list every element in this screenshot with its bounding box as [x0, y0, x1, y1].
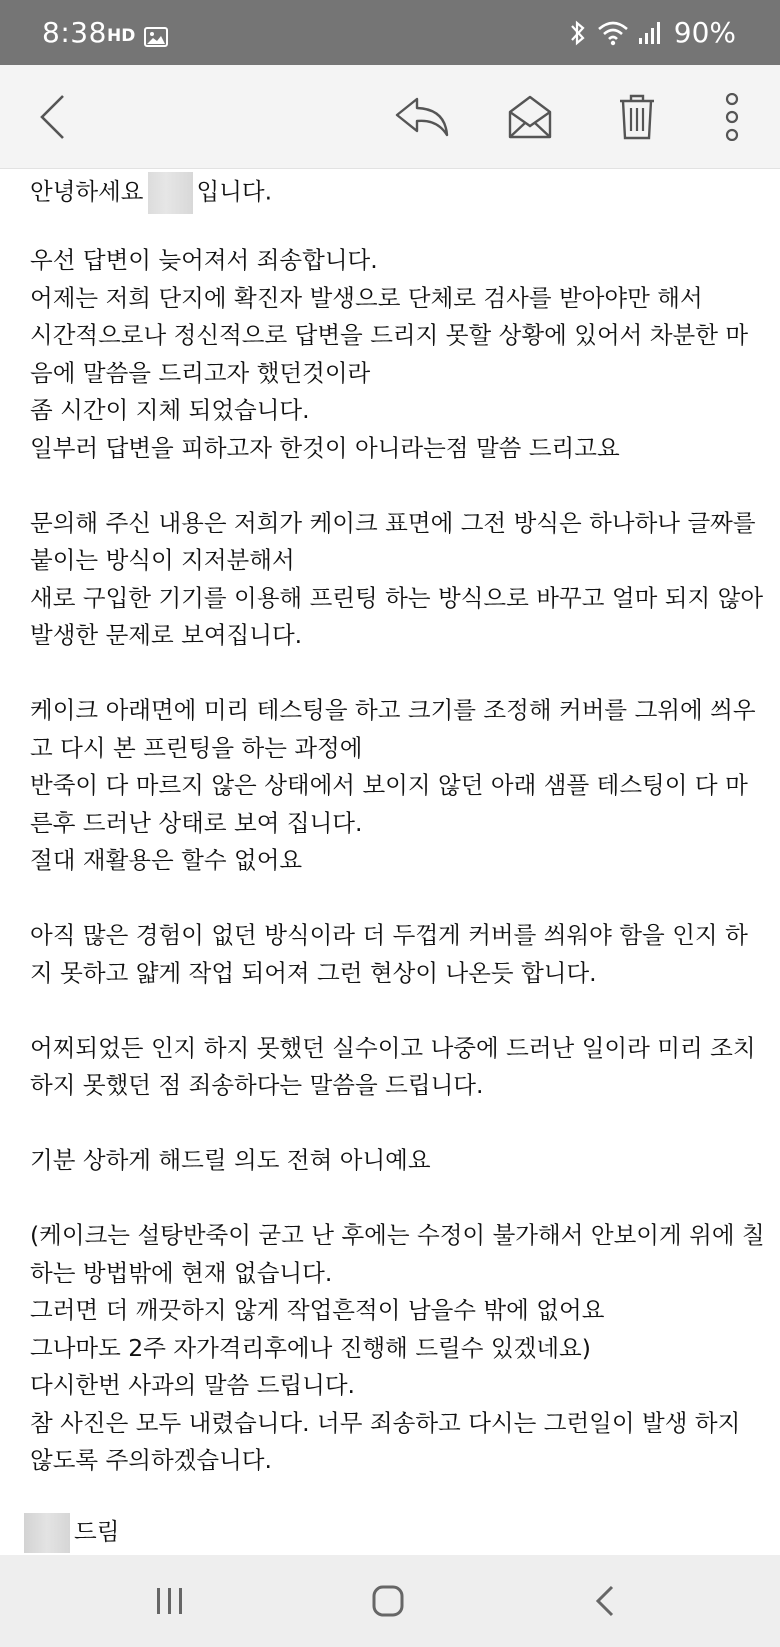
more-vertical-icon: [724, 93, 740, 141]
wifi-icon: [596, 19, 630, 47]
body-line: 어제는 저희 단지에 확진자 발생으로 단체로 검사를 받아야만 해서: [30, 283, 703, 312]
body-line: 아직 많은 경험이 없던 방식이라 더 두껍게 커버를 씌워야 함을 인지 하: [30, 921, 748, 949]
body-line: 않도록 주의하겠습니다.: [30, 1446, 272, 1474]
status-time: 8:38: [42, 16, 107, 49]
home-button[interactable]: [358, 1555, 418, 1647]
home-icon: [371, 1584, 405, 1618]
reply-button[interactable]: [390, 65, 456, 168]
body-line: 시간적으로나 정신적으로 답변을 드리지 못할 상황에 있어서 차분한 마: [30, 321, 749, 349]
body-line: 하는 방법밖에 현재 없습니다.: [30, 1258, 333, 1287]
mark-unread-button[interactable]: [500, 65, 560, 168]
body-line: 일부러 답변을 피하고자 한것이 아니라는점 말씀 드리고요: [30, 433, 620, 462]
image-icon: [144, 27, 168, 51]
body-line: 기분 상하게 해드릴 의도 전혀 아니예요: [30, 1146, 431, 1174]
greeting-suffix: 입니다.: [196, 177, 273, 206]
email-body: [0, 169, 780, 1555]
trash-icon: [618, 93, 656, 141]
body-line: 음에 말씀을 드리고자 했던것이라: [30, 358, 371, 387]
body-line: 새로 구입한 기기를 이용해 프린팅 하는 방식으로 바꾸고 얼마 되지 않아: [30, 583, 764, 612]
body-line: 지 못하고 얇게 작업 되어져 그런 현상이 나온듯 합니다.: [30, 958, 597, 987]
body-line: 절대 재활용은 할수 없어요: [30, 846, 303, 874]
recent-apps-button[interactable]: [140, 1555, 200, 1647]
email-toolbar: [0, 65, 780, 169]
body-line: 어찌되었든 인지 하지 못했던 실수이고 나중에 드러난 일이라 미리 조치: [30, 1033, 756, 1062]
system-nav-bar: [0, 1555, 780, 1647]
body-line: 케이크 아래면에 미리 테스팅을 하고 크기를 조정해 커버를 그위에 씌우: [30, 696, 756, 724]
signal-icon: [638, 19, 662, 47]
back-button[interactable]: [24, 65, 80, 168]
delete-button[interactable]: [610, 65, 664, 168]
status-bar: [0, 0, 780, 65]
greeting-line: [30, 172, 272, 214]
body-line: 고 다시 본 프린팅을 하는 과정에: [30, 733, 363, 762]
body-line: 문의해 주신 내용은 저희가 케이크 표면에 그전 방식은 하나하나 글짜를: [30, 508, 756, 537]
network-label: HD: [107, 26, 136, 46]
body-line: (케이크는 설탕반죽이 굳고 난 후에는 수정이 불가해서 안보이게 위에 칠: [30, 1221, 765, 1249]
redacted-name: [148, 172, 193, 214]
body-line: 우선 답변이 늦어져서 죄송합니다.: [30, 246, 378, 274]
battery-level: 90%: [673, 16, 736, 49]
body-line: 붙이는 방식이 지저분해서: [30, 546, 295, 574]
recent-apps-icon: [155, 1586, 185, 1616]
mark-unread-icon: [507, 94, 553, 140]
body-line: 반죽이 다 마르지 않은 상태에서 보이지 않던 아래 샘플 테스팅이 다 마: [30, 771, 748, 799]
status-icons: [568, 16, 736, 49]
nav-back-icon: [594, 1584, 616, 1618]
body-line: 른후 드러난 상태로 보여 집니다.: [30, 808, 363, 837]
body-line: 참 사진은 모두 내렸습니다. 너무 죄송하고 다시는 그런일이 발생 하지: [30, 1408, 741, 1437]
more-options-button[interactable]: [712, 65, 752, 168]
nav-back-button[interactable]: [580, 1555, 630, 1647]
body-line: 발생한 문제로 보여집니다.: [30, 621, 303, 649]
body-line: 좀 시간이 지체 되었습니다.: [30, 396, 310, 424]
body-line: 다시한번 사과의 말씀 드립니다.: [30, 1371, 355, 1399]
body-line: 그나마도 2주 자가격리후에나 진행해 드릴수 있겠네요): [30, 1333, 591, 1362]
redacted-signature-name: [24, 1513, 70, 1553]
back-arrow-icon: [37, 93, 67, 141]
bluetooth-icon: [568, 19, 588, 47]
body-line: 그러면 더 깨끗하지 않게 작업흔적이 남을수 밖에 없어요: [30, 1296, 605, 1324]
greeting-text: 안녕하세요: [30, 177, 144, 206]
body-line: 하지 못했던 점 죄송하다는 말씀을 드립니다.: [30, 1071, 484, 1099]
signature-line: [30, 1513, 119, 1553]
signature-text: 드림: [74, 1517, 120, 1546]
reply-icon: [395, 95, 451, 139]
